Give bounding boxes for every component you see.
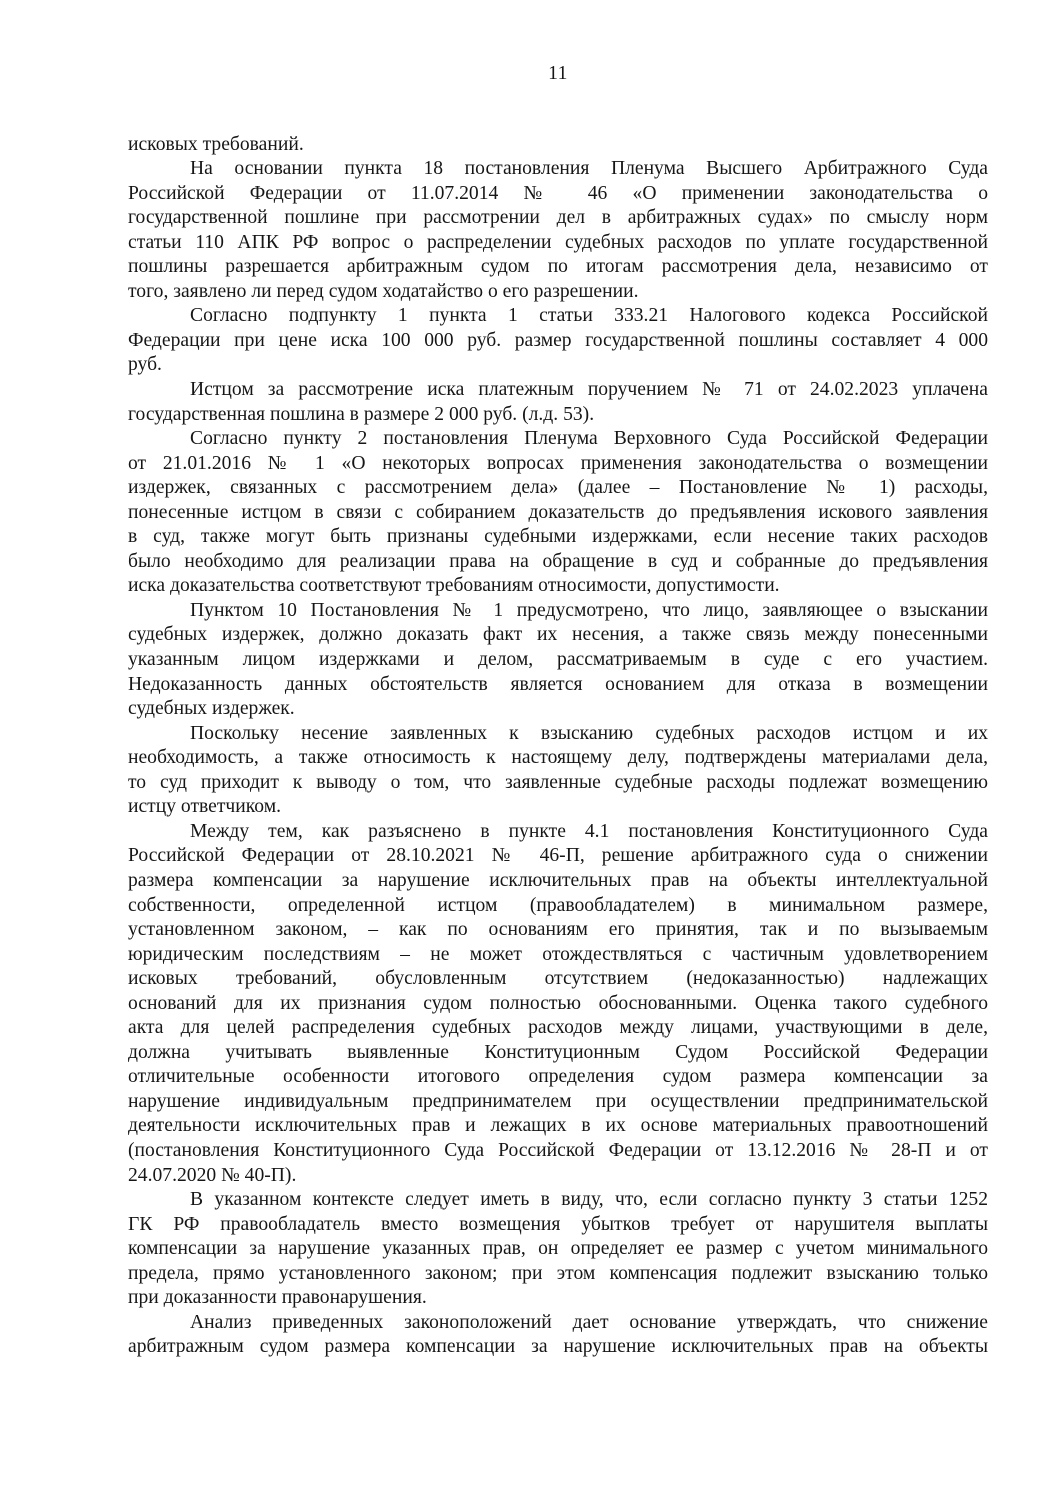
text-line: Согласно подпункту 1 пункта 1 статьи 333.21 Налогового кодекса Российской bbox=[190, 305, 988, 327]
paragraph bbox=[128, 1188, 988, 1311]
text-line: установленном законом, – как по основаниям его принятия, так и по вызываемым bbox=[128, 919, 988, 941]
text-line: государственная пошлина в размере 2 000 руб. (л.д. 53). bbox=[128, 403, 595, 425]
text-block bbox=[128, 62, 988, 1360]
paragraph bbox=[128, 599, 988, 722]
paragraph bbox=[128, 820, 988, 1188]
document-body bbox=[128, 133, 988, 1360]
text-line: иска доказательства соответствуют требованиям относимости, допустимости. bbox=[128, 575, 780, 597]
text-line: указанным лицом издержками и делом, рассматриваемым в суде с его участием. bbox=[128, 649, 988, 671]
text-line: арбитражным судом размера компенсации за нарушение исключительных прав на объекты bbox=[128, 1336, 988, 1358]
text-line: исковых требований. bbox=[128, 133, 304, 155]
text-line: судебных издержек. bbox=[128, 698, 295, 720]
text-line: предела, прямо установленного законом; при этом компенсация подлежит взысканию только bbox=[128, 1262, 988, 1284]
text-line: понесенные истцом в связи с собиранием доказательств до предъявления искового заявления bbox=[128, 501, 988, 523]
text-line: от 21.01.2016 № 1 «О некоторых вопросах применения законодательства о возмещении bbox=[128, 452, 988, 474]
text-line: отличительные особенности итогового определения судом размера компенсации за bbox=[128, 1066, 988, 1088]
text-line: то суд приходит к выводу о том, что заявленные судебные расходы подлежат возмещению bbox=[128, 771, 988, 793]
text-line: акта для целей распределения судебных расходов между лицами, участвующими в деле, bbox=[128, 1017, 988, 1039]
text-line: исковых требований, обусловленным отсутствием (недоказанностью) надлежащих bbox=[128, 968, 988, 990]
text-line: ГК РФ правообладатель вместо возмещения убытков требует от нарушителя выплаты bbox=[128, 1213, 988, 1235]
paragraph bbox=[128, 304, 988, 378]
text-line: в суд, также могут быть признаны судебными издержками, если несение таких расходов bbox=[128, 526, 988, 548]
paragraph bbox=[128, 378, 988, 427]
paragraph bbox=[128, 427, 988, 599]
text-line: Поскольку несение заявленных к взысканию судебных расходов истцом и их bbox=[190, 722, 988, 744]
text-line: судебных издержек, должно доказать факт их несения, а также связь между понесенными bbox=[128, 624, 988, 646]
text-line: статьи 110 АПК РФ вопрос о распределении судебных расходов по уплате государственной bbox=[128, 231, 988, 253]
page-number: 11 bbox=[548, 63, 568, 84]
text-line: Анализ приведенных законоположений дает основание утверждать, что снижение bbox=[190, 1311, 988, 1333]
text-line: государственной пошлине при рассмотрении дел в арбитражных судах» по смыслу норм bbox=[128, 207, 988, 229]
text-line: Российской Федерации от 28.10.2021 № 46-П, решение арбитражного суда о снижении bbox=[128, 845, 988, 867]
text-line: размера компенсации за нарушение исключительных прав на объекты интеллектуальной bbox=[128, 869, 988, 891]
text-line: оснований для их признания судом полностью обоснованными. Оценка такого судебного bbox=[128, 992, 988, 1014]
paragraph bbox=[128, 722, 988, 820]
paragraph bbox=[128, 133, 988, 158]
text-line: Недоказанность данных обстоятельств является основанием для отказа в возмещении bbox=[128, 673, 988, 695]
text-line: при доказанности правонарушения. bbox=[128, 1287, 427, 1309]
text-line: (постановления Конституционного Суда Российской Федерации от 13.12.2016 № 28-П и от bbox=[128, 1139, 988, 1161]
text-line: истцу ответчиком. bbox=[128, 796, 282, 818]
text-line: Истцом за рассмотрение иска платежным поручением № 71 от 24.02.2023 уплачена bbox=[190, 379, 988, 401]
text-line: необходимость, а также относимость к настоящему делу, подтверждены материалами дела, bbox=[128, 747, 988, 769]
text-line: должна учитывать выявленные Конституционным Судом Российской Федерации bbox=[128, 1041, 988, 1063]
text-line: того, заявлено ли перед судом ходатайство о его разрешении. bbox=[128, 280, 639, 302]
text-line: В указанном контексте следует иметь в виду, что, если согласно пункту 3 статьи 1252 bbox=[190, 1189, 988, 1211]
text-line: Федерации при цене иска 100 000 руб. размер государственной пошлины составляет 4 000 bbox=[128, 329, 988, 351]
text-line: собственности, определенной истцом (правообладателем) в минимальном размере, bbox=[128, 894, 988, 916]
text-line: компенсации за нарушение указанных прав, он определяет ее размер с учетом минимального bbox=[128, 1238, 988, 1260]
text-line: юридическим последствиям – не может отождествляться с частичным удовлетворением bbox=[128, 943, 988, 965]
paragraph bbox=[128, 1311, 988, 1360]
text-line: нарушение индивидуальным предпринимателем при осуществлении предпринимательской bbox=[128, 1090, 988, 1112]
text-line: Согласно пункту 2 постановления Пленума Верховного Суда Российской Федерации bbox=[190, 428, 988, 450]
text-line: 24.07.2020 № 40-П). bbox=[128, 1164, 297, 1186]
text-line: было необходимо для реализации права на обращение в суд и собранные до предъявления bbox=[128, 550, 988, 572]
text-line: Российской Федерации от 11.07.2014 № 46 «О применении законодательства о bbox=[128, 182, 988, 204]
text-line: руб. bbox=[128, 354, 162, 376]
text-line: деятельности исключительных прав и лежащих в их основе материальных правоотношений bbox=[128, 1115, 988, 1137]
text-line: Между тем, как разъяснено в пункте 4.1 постановления Конституционного Суда bbox=[190, 820, 988, 842]
text-line: На основании пункта 18 постановления Пленума Высшего Арбитражного Суда bbox=[190, 158, 988, 180]
text-line: пошлины разрешается арбитражным судом по итогам рассмотрения дела, независимо от bbox=[128, 256, 988, 278]
text-line: Пунктом 10 Постановления № 1 предусмотрено, что лицо, заявляющее о взыскании bbox=[190, 599, 988, 621]
text-line: издержек, связанных с рассмотрением дела» (далее – Постановление № 1) расходы, bbox=[128, 477, 988, 499]
paragraph bbox=[128, 157, 988, 304]
